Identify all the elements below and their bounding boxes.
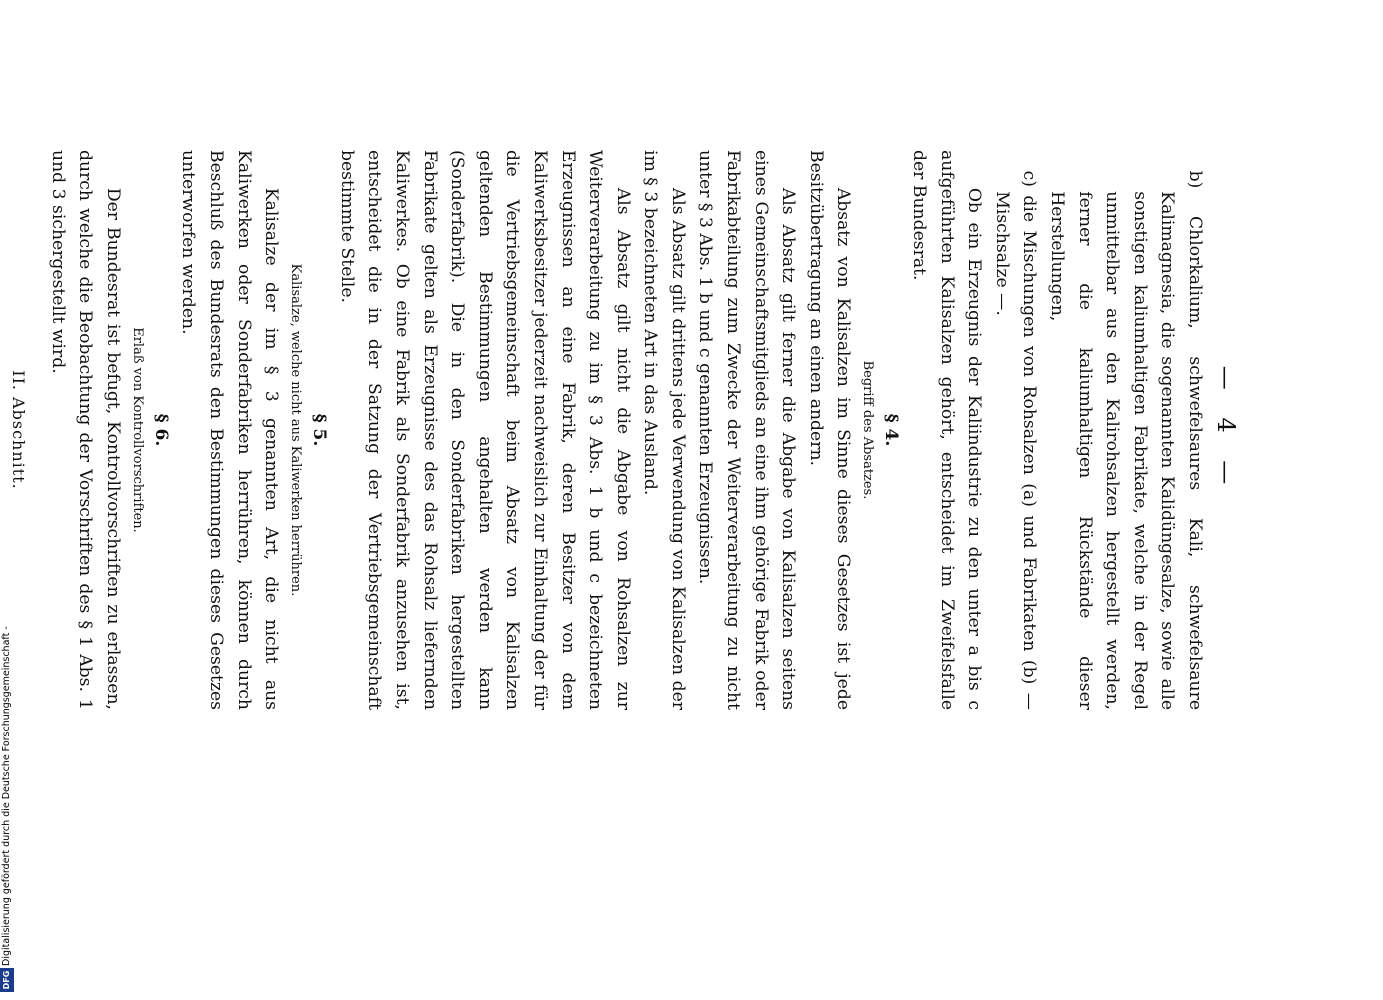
paragraph: Der Bundesrat ist befugt, Kontrollvorschriften zu erlassen, durch welche die Beobachtung der Vorschriften des § 1 Abs. 1 und 3 sichergestellt wird.	[47, 150, 123, 710]
digitization-footer	[0, 0, 14, 1000]
paragraph: Ob ein Erzeugnis der Kaliindustrie zu den unter a bis c aufgeführten Kalisalzen gehört, entscheidet im Zweifelsfalle der Bundesrat.	[909, 150, 985, 710]
paragraph: Als Absatz gilt ferner die Abgabe von Kalisalzen seitens eines Gemeinschaftsmitglieds an eine ihm gehörige Fabrik oder Fabrikabteilung zum Zwecke der Weiterverarbeitung zu nicht unter § 3 Abs. 1 b und c genannten Erzeugnissen.	[695, 150, 799, 710]
section-subheading: Kalisalze, welche nicht aus Kaliwerken herrühren.	[288, 263, 304, 597]
paragraph: Kalisalze der im § 3 genannten Art, die nicht aus Kaliwerken oder Sonderfabriken herrühren, können durch Beschluß des Bundesrats den Bestimmungen dieses Gesetzes unterworfen werden.	[178, 150, 282, 710]
section-heading: § 6.	[150, 413, 171, 447]
section-heading: § 4.	[881, 413, 902, 447]
dfg-logo: DFG	[0, 968, 14, 992]
part-label: II. Abschnitt.	[9, 370, 29, 490]
section-heading: § 5.	[309, 413, 330, 447]
section-subheading: Begriff des Absatzes.	[860, 360, 876, 500]
page-number: — 4 —	[1212, 365, 1240, 495]
document-page	[9, 150, 1242, 710]
section-subheading: Erlaß von Kontrollvorschriften.	[129, 327, 145, 533]
list-item-c: c) die Mischungen von Rohsalzen (a) und Fabrikaten (b) — Mischsalze —.	[991, 170, 1040, 710]
paragraph: Absatz von Kalisalzen im Sinne dieses Gesetzes ist jede Besitzübertragung an einen andern.	[805, 150, 854, 710]
list-item-b: b) Chlorkalium, schwefelsaures Kali, schwefelsaure Kalimagnesia, die sogenannten Kalidüngesalze, sowie alle sonstigen kaliumhaltigen Fabrikate, welche in der Regel unmittelbar aus den Kalirohsalzen hergestellt werden, ferner die kaliumhaltigen Rückstände dieser Herstellungen,	[1047, 170, 1205, 710]
paragraph: Als Absatz gilt drittens jede Verwendung von Kalisalzen der im § 3 bezeichneten Art in das Ausland.	[640, 150, 688, 710]
footer-text: Digitalisierung gefördert durch die Deutsche Forschungsgemeinschaft -	[1, 626, 12, 966]
paragraph: Als Absatz gilt nicht die Abgabe von Rohsalzen zur Weiterverarbeitung zu im § 3 Abs. 1 b und c bezeichneten Erzeugnissen an eine Fabrik, deren Besitzer von dem Kaliwerksbesitzer jederzeit nachweislich zur Einhaltung der für die Vertriebsgemeinschaft beim Absatz von Kalisalzen geltenden Bestimmungen angehalten werden kann (Sonderfabrik). Die in den Sonderfabriken hergestellten Fabrikate gelten als Erzeugnisse des das Rohsalz liefernden Kaliwerkes. Ob eine Fabrik als Sonderfabrik anzusehen ist, entscheidet die in der Satzung der Vertriebsgemeinschaft bestimmte Stelle.	[336, 150, 633, 710]
